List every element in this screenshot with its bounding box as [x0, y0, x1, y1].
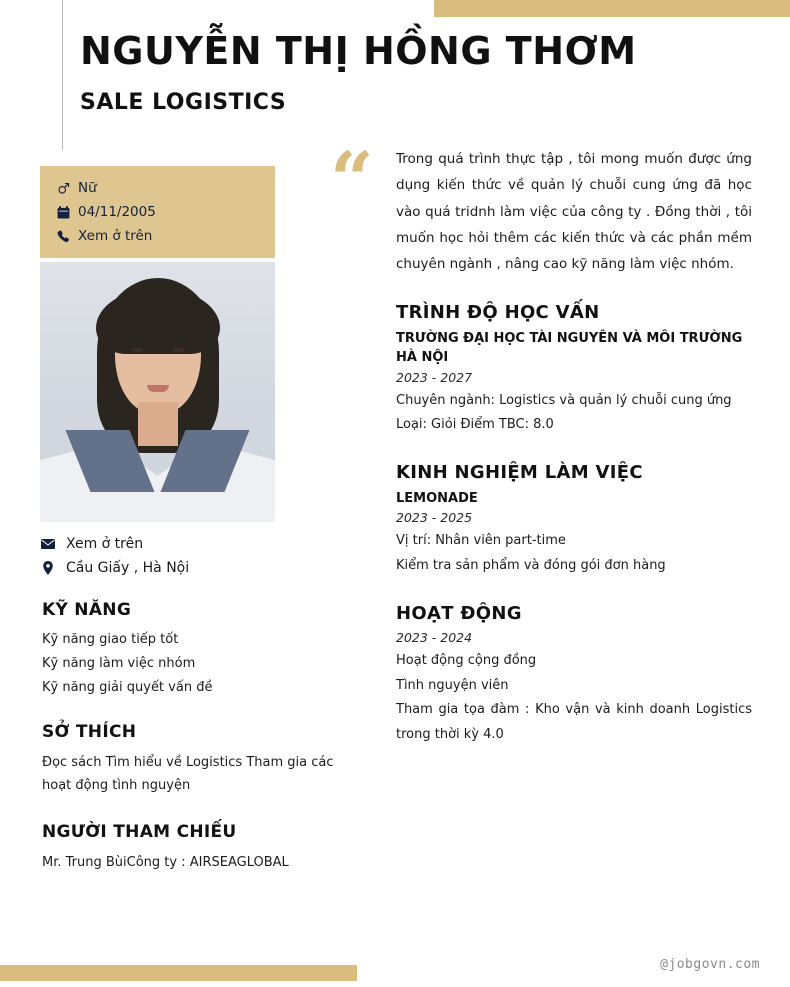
contact-address-value: Cầu Giấy , Hà Nội: [66, 560, 190, 576]
info-phone-value: Xem ở trên: [78, 228, 153, 244]
education-school: TRƯỜNG ĐẠI HỌC TÀI NGUYÊN VÀ MÔI TRƯỜNG HÀ NỘI: [396, 330, 743, 366]
candidate-job-title: SALE LOGISTICS: [80, 89, 287, 115]
calendar-icon: [56, 205, 78, 220]
summary-text: Trong quá trình thực tập , tôi mong muốn được ứng dụng kiến thức về quản lý chuỗi cung ứng đã học vào quá tridnh làm việc của công ty . Đồng thời , tôi muốn học hỏi thêm các kiến thức và các phần mềm chuyên ngành , nâng cao kỹ năng làm việc nhóm.: [396, 151, 752, 273]
skill-item: Kỹ năng giao tiếp tốt: [42, 632, 179, 647]
activities-section-title: HOẠT ĐỘNG: [396, 602, 522, 624]
reference-section-title: NGƯỜI THAM CHIẾU: [42, 821, 237, 842]
info-row-gender: [56, 180, 259, 196]
activities-line-3: Tham gia tọa đàm : Kho vận và kinh doanh Logistics trong thời kỳ 4.0: [396, 702, 752, 742]
email-icon: [40, 536, 66, 552]
summary-block: [330, 135, 752, 278]
skill-item: Kỹ năng giải quyết vấn đề: [42, 680, 213, 696]
skills-section-title: KỸ NĂNG: [42, 600, 132, 620]
contact-row-email: [40, 536, 360, 552]
contact-row-address: [40, 560, 360, 576]
phone-icon: [56, 229, 78, 244]
contact-email-value: Xem ở trên: [66, 536, 144, 552]
decorative-top-bar: [434, 0, 790, 17]
header-divider-line: [62, 0, 63, 150]
watermark: @jobgovn.com: [660, 957, 760, 972]
contact-list: [40, 536, 360, 576]
info-row-birthday: [56, 204, 259, 220]
candidate-photo: [40, 262, 275, 522]
education-grade: Loại: Giỏi Điểm TBC: 8.0: [396, 417, 554, 433]
skill-item: Kỹ năng làm việc nhóm: [42, 656, 196, 672]
activities-date: 2023 - 2024: [396, 629, 473, 645]
personal-info-box: [40, 166, 275, 258]
activities-line-1: Hoạt động cộng đồng: [396, 652, 537, 668]
education-section-title: TRÌNH ĐỘ HỌC VẤN: [396, 301, 600, 323]
resume-header: [80, 30, 740, 115]
location-pin-icon: [40, 560, 66, 576]
education-major: Chuyên ngành: Logistics và quản lý chuỗi cung ứng: [396, 392, 732, 408]
reference-text: Mr. Trung BùiCông ty : AIRSEAGLOBAL: [42, 854, 289, 870]
right-column: [330, 135, 752, 748]
education-date: 2023 - 2027: [396, 369, 473, 385]
candidate-name: NGUYỄN THỊ HỒNG THƠM: [80, 29, 637, 73]
experience-company: LEMONADE: [396, 490, 478, 506]
experience-date: 2023 - 2025: [396, 510, 473, 526]
experience-section-title: KINH NGHIỆM LÀM VIỆC: [396, 461, 643, 483]
info-row-phone: [56, 228, 259, 244]
info-birthday-value: 04/11/2005: [78, 204, 156, 220]
gender-icon: [56, 181, 78, 196]
experience-position: Vị trí: Nhân viên part-time: [396, 533, 566, 549]
experience-duty: Kiểm tra sản phẩm và đóng gói đơn hàng: [396, 558, 666, 574]
left-column: [40, 166, 360, 877]
decorative-bottom-bar: [0, 965, 357, 981]
quote-mark-icon: “: [330, 135, 374, 224]
interests-text: Đọc sách Tìm hiểu về Logistics Tham gia các hoạt động tình nguyện: [42, 755, 334, 794]
interests-section-title: SỞ THÍCH: [42, 722, 137, 743]
activities-line-2: Tình nguyện viên: [396, 677, 509, 693]
info-gender-value: Nữ: [78, 180, 97, 196]
